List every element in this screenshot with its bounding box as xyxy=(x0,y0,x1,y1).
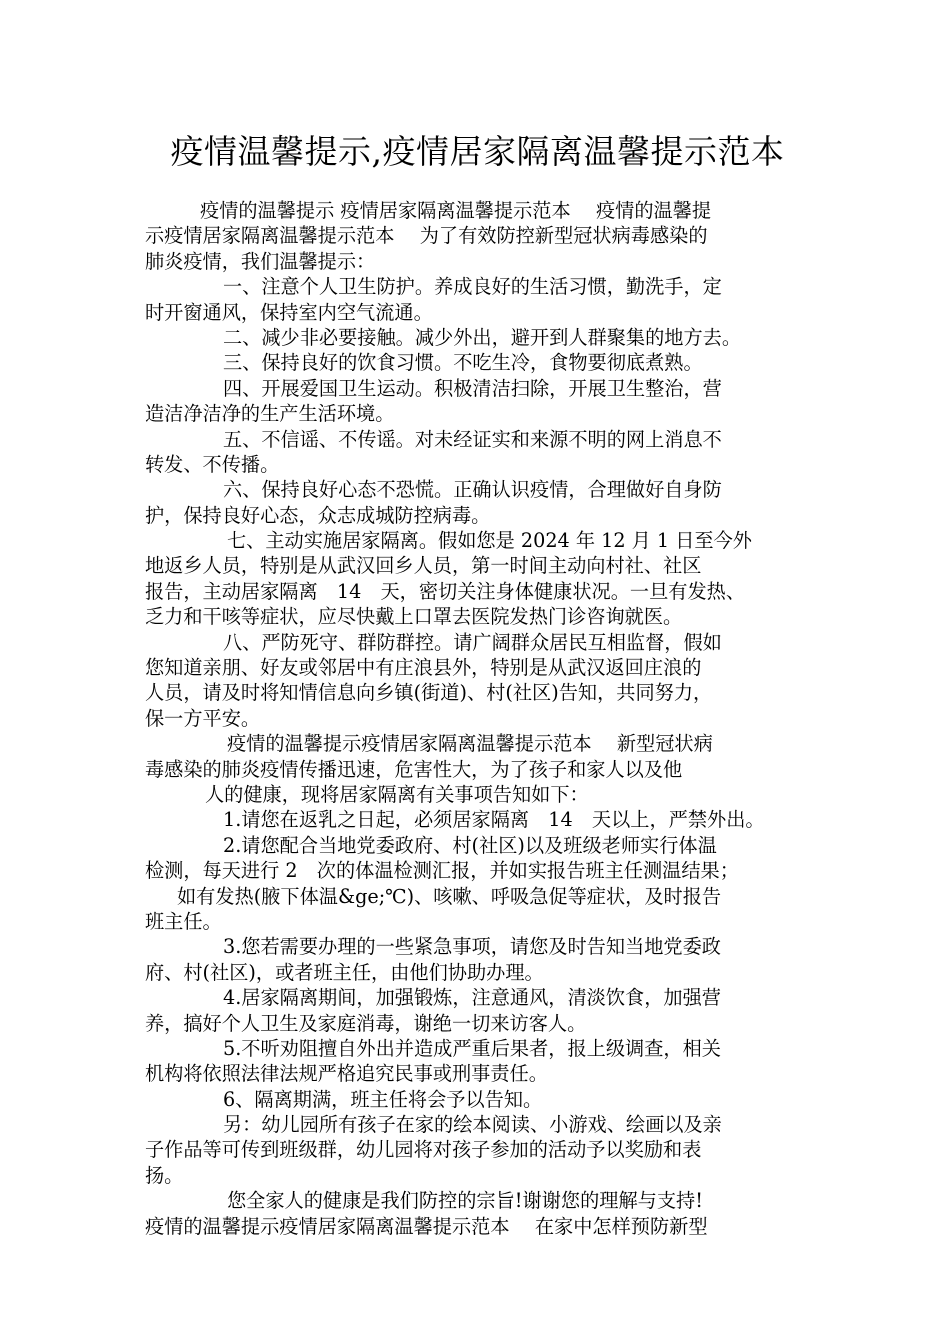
body-line: 五、不信谣、不传谣。对未经证实和来源不明的网上消息不 xyxy=(223,427,722,451)
body-line: 5.不听劝阻擅自外出并造成严重后果者，报上级调查，相关 xyxy=(223,1036,721,1060)
body-line: 六、保持良好心态不恐慌。正确认识疫情，合理做好自身防 xyxy=(223,478,722,502)
body-line: 示疫情居家隔离温馨提示范本 为了有效防控新型冠状病毒感染的 xyxy=(145,224,708,248)
body-line: 一、注意个人卫生防护。养成良好的生活习惯，勤洗手，定 xyxy=(223,275,722,299)
body-line: 人员，请及时将知情信息向乡镇(街道)、村(社区)告知，共同努力， xyxy=(145,681,713,705)
body-line: 扬。 xyxy=(145,1163,184,1187)
body-line: 毒感染的肺炎疫情传播迅速，危害性大，为了孩子和家人以及他 xyxy=(145,757,683,781)
body-line: 时开窗通风，保持室内空气流通。 xyxy=(145,300,433,324)
body-line: 府、村(社区)，或者班主任，由他们协助办理。 xyxy=(145,960,544,984)
body-line: 保一方平安。 xyxy=(145,706,261,730)
body-line: 您全家人的健康是我们防控的宗旨!谢谢您的理解与支持! xyxy=(227,1189,703,1213)
body-line: 4.居家隔离期间，加强锻炼，注意通风，清淡饮食，加强营 xyxy=(223,986,721,1010)
document-body xyxy=(145,198,810,1239)
body-line: 乏力和干咳等症状，应尽快戴上口罩去医院发热门诊咨询就医。 xyxy=(145,605,683,629)
body-line: 检测，每天进行 2 次的体温检测汇报，并如实报告班主任测温结果； xyxy=(145,859,739,883)
body-line: 子作品等可传到班级群，幼儿园将对孩子参加的活动予以奖励和表 xyxy=(145,1138,702,1162)
body-line: 疫情的温馨提示疫情居家隔离温馨提示范本 在家中怎样预防新型 xyxy=(145,1214,708,1238)
body-line: 3.您若需要办理的一些紧急事项，请您及时告知当地党委政 xyxy=(223,935,721,959)
body-line: 报告，主动居家隔离 14 天，密切关注身体健康状况。一旦有发热、 xyxy=(145,579,746,603)
body-line: 如有发热(腋下体温&ge;℃)、咳嗽、呼吸急促等症状，及时报告 xyxy=(177,884,722,908)
body-line: 人的健康，现将居家隔离有关事项告知如下： xyxy=(205,782,589,806)
body-line: 八、严防死守、群防群控。请广阔群众居民互相监督，假如 xyxy=(223,630,722,654)
body-line: 造洁净洁净的生产生活环境。 xyxy=(145,402,395,426)
document-title: 疫情温馨提示,疫情居家隔离温馨提示范本 xyxy=(170,132,785,171)
body-line: 您知道亲朋、好友或邻居中有庄浪县外，特别是从武汉返回庄浪的 xyxy=(145,656,702,680)
body-line: 四、开展爱国卫生运动。积极清洁扫除，开展卫生整治，营 xyxy=(223,376,722,400)
body-line: 2.请您配合当地党委政府、村(社区)以及班级老师实行体温 xyxy=(223,833,717,857)
body-line: 1.请您在返乳之日起，必须居家隔离 14 天以上，严禁外出。 xyxy=(223,808,765,832)
body-line: 地返乡人员，特别是从武汉回乡人员，第一时间主动向村社、社区 xyxy=(145,554,702,578)
body-line: 转发、不传播。 xyxy=(145,452,280,476)
body-line: 疫情的温馨提示疫情居家隔离温馨提示范本 新型冠状病 xyxy=(227,732,713,756)
body-line: 三、保持良好的饮食习惯。不吃生冷，食物要彻底煮熟。 xyxy=(223,351,703,375)
body-line: 6、隔离期满，班主任将会予以告知。 xyxy=(223,1087,543,1111)
body-line: 二、减少非必要接触。减少外出，避开到人群聚集的地方去。 xyxy=(223,325,742,349)
body-line: 七、主动实施居家隔离。假如您是 2024 年 12 月 1 日至今外 xyxy=(227,529,752,553)
body-line: 班主任。 xyxy=(145,909,222,933)
body-line: 疫情的温馨提示 疫情居家隔离温馨提示范本 疫情的温馨提 xyxy=(200,199,712,222)
body-line: 另：幼儿园所有孩子在家的绘本阅读、小游戏、绘画以及亲 xyxy=(223,1113,722,1137)
body-line: 护，保持良好心态，众志成城防控病毒。 xyxy=(145,503,491,527)
body-line: 养，搞好个人卫生及家庭消毒，谢绝一切来访客人。 xyxy=(145,1011,587,1035)
body-line: 机构将依照法律法规严格追究民事或刑事责任。 xyxy=(145,1062,548,1086)
body-line: 肺炎疫情，我们温馨提示： xyxy=(145,249,376,273)
